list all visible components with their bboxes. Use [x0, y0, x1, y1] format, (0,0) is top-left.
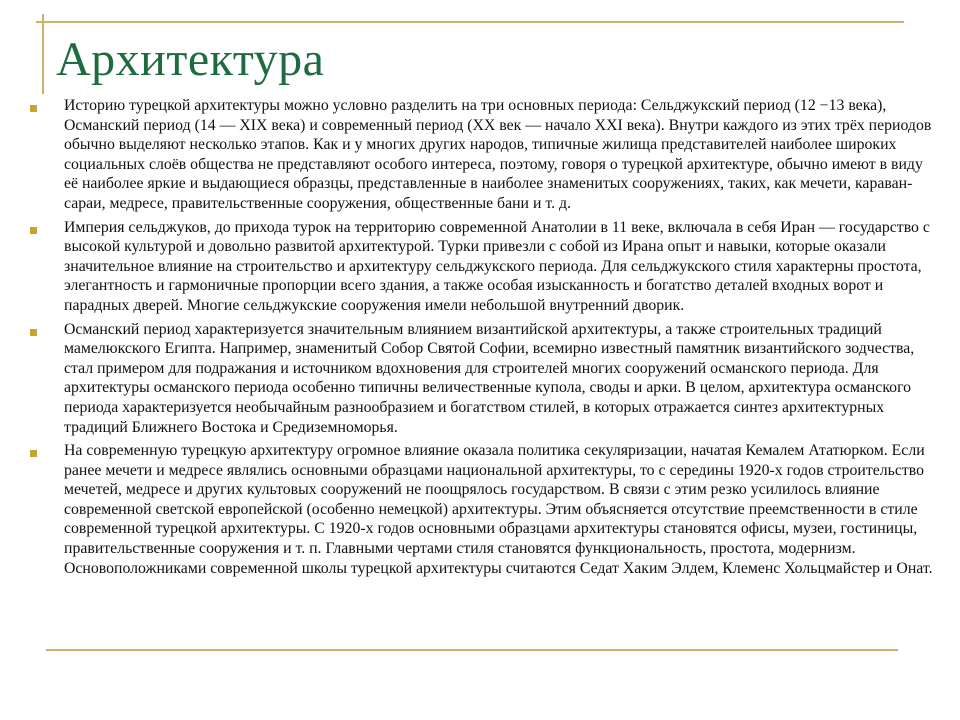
bullet-text: На современную турецкую архитектуру огромное влияние оказала политика секуляризации, начатая Кемалем Ататюрком. Если ранее мечети и медресе являлись основными образцами национальной архитектуры, то с середины 1920-х годов строительство мечетей, медресе и других культовых сооружений не поощрялось государством. В связи с этим резко усилилось влияние современной светской европейской (особенно немецкой) архитектуры. Этим объясняется отсутствие преемственности в стиле современной турецкой архитектуры. С 1920-х годов основными образцами архитектуры становятся офисы, музеи, гостиницы, правительственные сооружения и т. п. Главными чертами стиля становятся функциональность, простота, модернизм. Основоположниками современной школы турецкой архитектуры считаются Седат Хаким Элдем, Клеменс Хольцмайстер и Онат. [64, 442, 933, 577]
top-rule [36, 21, 904, 23]
bullet-list [30, 96, 936, 582]
bullet-item-seljuk-period [30, 218, 936, 316]
bullet-item-seljuk-intro [30, 96, 936, 214]
left-rule [42, 14, 44, 94]
bullet-item-modern-period [30, 441, 936, 578]
slide-title: Архитектура [56, 33, 325, 86]
square-bullet-icon [30, 105, 37, 112]
bottom-rule [46, 649, 898, 651]
bullet-text: Историю турецкой архитектуры можно условно разделить на три основных периода: Сельджукский период (12 −13 века), Османский период (14 — XIX века) и современный период (XX век — начало XXI века). Внутри каждого из этих трёх периодов обычно выделяют несколько этапов. Как и у многих других народов, типичные жилища представителей наиболее широких социальных слоёв общества не представляют особого интереса, поэтому, говоря о турецкой архитектуре, обычно имеют в виду её наиболее яркие и выдающиеся образцы, представленные в наиболее знаменитых сооружениях, таких, как мечети, караван-сараи, медресе, правительственные сооружения, общественные бани и т. д. [64, 97, 932, 212]
bullet-text: Османский период характеризуется значительным влиянием византийской архитектуры, а также строительных традиций мамелюкского Египта. Например, знаменитый Собор Святой Софии, всемирно известный памятник византийского зодчества, стал примером для подражания и источником вдохновения для строителей многих сооружений османского периода. Для архитектуры османского периода особенно типичны величественные купола, своды и арки. В целом, архитектура османского периода характеризуется необычайным разнообразием и богатством стилей, в которых отражается синтез архитектурных традиций Ближнего Востока и Средиземноморья. [64, 320, 915, 436]
bullet-text: Империя сельджуков, до прихода турок на территорию современной Анатолии в 11 веке, включала в себя Иран — государство с высокой культурой и довольно развитой архитектурой. Турки привезли с собой из Ирана опыт и навыки, которые оказали значительное влияние на строительство и архитектуру сельджукского периода. Для сельджукского стиля характерны простота, элегантность и гармоничные пропорции всего здания, а также особая изысканность и богатство деталей входных ворот и парадных дверей. Многие сельджукские сооружения имели небольшой внутренний дворик. [64, 218, 930, 314]
square-bullet-icon [30, 227, 37, 234]
bullet-item-ottoman-period [30, 320, 936, 438]
square-bullet-icon [30, 450, 37, 457]
square-bullet-icon [30, 329, 37, 336]
